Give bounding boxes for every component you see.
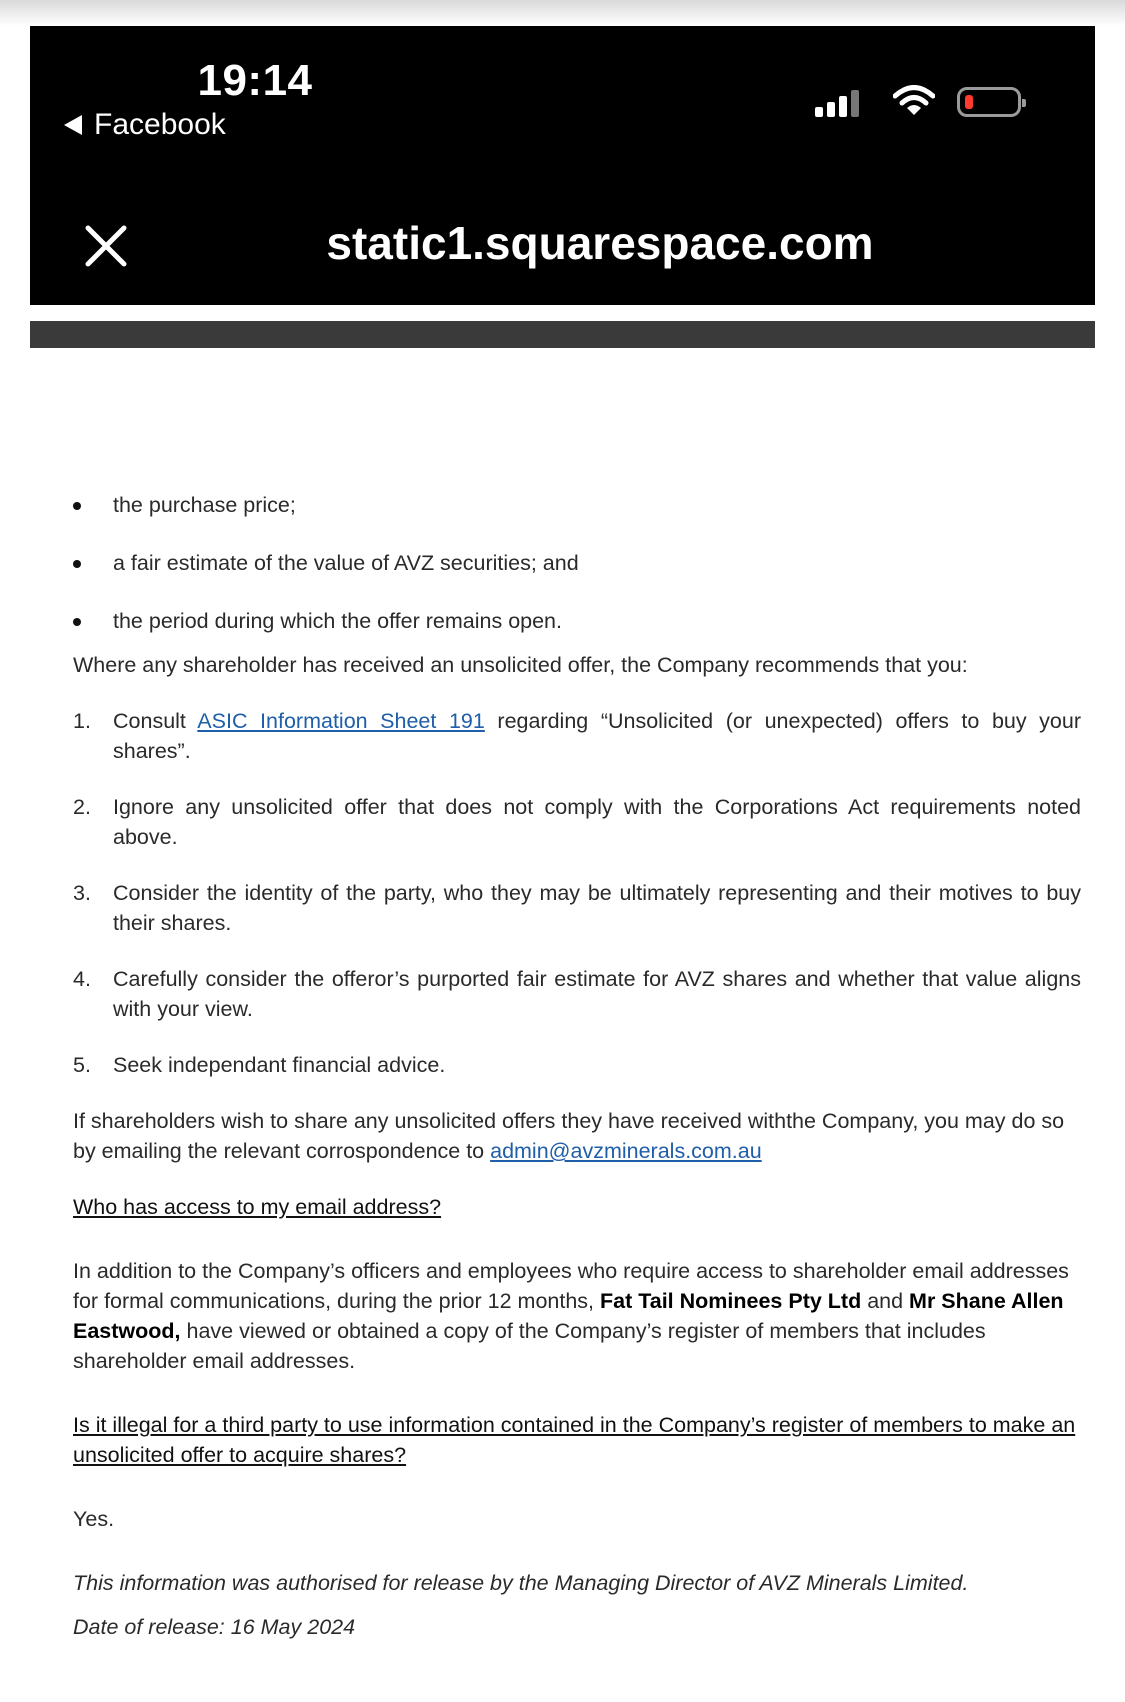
- recommendation-list: [73, 706, 1081, 1080]
- bullet-item: the period during which the offer remains open.: [73, 606, 1081, 650]
- share-offers-paragraph: If shareholders wish to share any unsolicited offers they have received withthe Company, you may do so by emailing the relevant corrospondence to admin@avzminerals.com.au: [73, 1109, 1065, 1163]
- in-app-browser-header: [30, 26, 1095, 305]
- bullet-item: the purchase price;: [73, 490, 1081, 548]
- release-date: Date of release: 16 May 2024: [73, 1615, 356, 1639]
- back-app-label: Facebook: [94, 108, 226, 141]
- cellular-signal-icon: [815, 90, 863, 117]
- document-body: [73, 490, 1081, 1668]
- admin-email-link[interactable]: admin@avzminerals.com.au: [490, 1139, 762, 1163]
- wifi-icon: [893, 85, 935, 117]
- battery-icon: [957, 87, 1021, 117]
- recommendation-item: 5. Seek independant financial advice.: [73, 1053, 446, 1077]
- recommendation-intro: Where any shareholder has received an unsolicited offer, the Company recommends that you:: [73, 653, 968, 677]
- recommendation-item: 1. Consult ASIC Information Sheet 191 regarding “Unsolicited (or unexpected) offers to buy your shares”.: [73, 709, 1082, 763]
- section-heading-legality: Is it illegal for a third party to use information contained in the Company’s register of members to make an unsolicited offer to acquire shares?: [73, 1413, 1076, 1467]
- back-to-app-button[interactable]: [64, 108, 226, 142]
- asic-info-sheet-link[interactable]: ASIC Information Sheet 191: [197, 709, 485, 733]
- recommendation-item: 4. Carefully consider the offeror’s purported fair estimate for AVZ shares and whether that value aligns with your view.: [73, 967, 1081, 1021]
- recommendation-item: 2. Ignore any unsolicited offer that does not comply with the Corporations Act requirements noted above.: [73, 795, 1081, 849]
- legality-answer: Yes.: [73, 1507, 115, 1531]
- top-shade: [0, 0, 1125, 26]
- authorisation-note: This information was authorised for release by the Managing Director of AVZ Minerals Limited.: [73, 1571, 969, 1595]
- bullet-item: a fair estimate of the value of AVZ securities; and: [73, 548, 1081, 606]
- section-heading-email-access: Who has access to my email address?: [73, 1195, 442, 1219]
- status-time: 19:14: [197, 56, 313, 105]
- page-url: static1.squarespace.com: [326, 217, 874, 269]
- back-arrow-icon: [64, 115, 82, 135]
- page-toolbar-bar: [30, 321, 1095, 348]
- close-icon[interactable]: [84, 224, 128, 268]
- email-access-paragraph: In addition to the Company’s officers and employees who require access to shareholder email addresses for formal communications, during the prior 12 months, Fat Tail Nominees Pty Ltd and Mr Shane Allen Eastwood, have viewed or obtained a copy of the Company’s register of members that includes shareholder email addresses.: [73, 1259, 1069, 1373]
- recommendation-item: 3. Consider the identity of the party, who they may be ultimately representing and their motives to buy their shares.: [73, 881, 1081, 935]
- status-icons: [815, 85, 1021, 117]
